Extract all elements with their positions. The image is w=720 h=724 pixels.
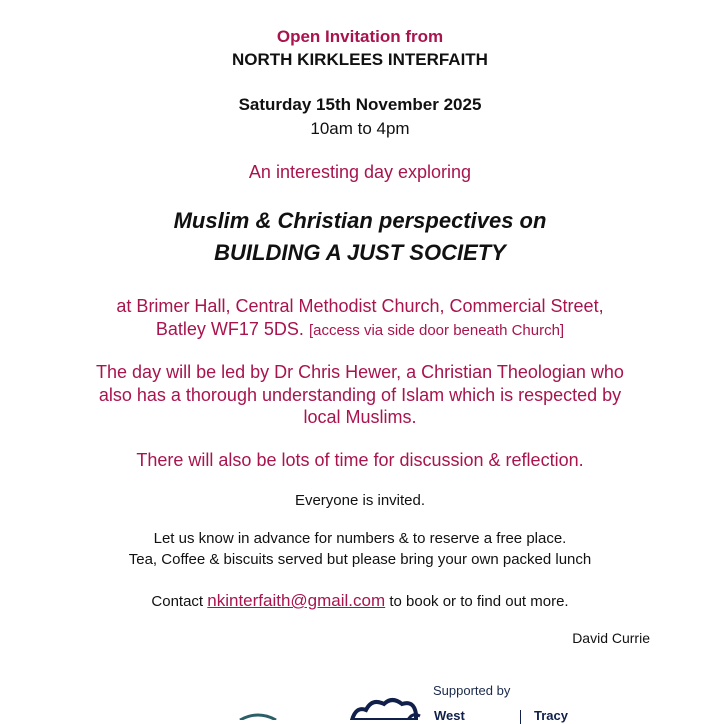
sponsor-divider [520,710,521,724]
contact-prefix: Contact [151,593,204,610]
contact-suffix: to book or to find out more. [389,593,569,610]
event-date: Saturday 15th November 2025 [238,95,482,114]
everyone-invited: Everyone is invited. [294,492,426,509]
invitation-heading [0,27,720,47]
event-title-line1: Muslim & Christian perspectives on [173,208,547,233]
event-time: 10am to 4pm [310,119,410,138]
invitation-text: Open Invitation from [276,27,444,46]
venue-line2 [0,319,720,340]
sponsor-logo-left-icon [0,680,720,720]
event-title-line2: BUILDING A JUST SOCIETY [214,240,506,265]
supported-by-label: Supported by [433,683,511,698]
booking-line2: Tea, Coffee & biscuits served but please bring your own packed lunch [128,551,592,568]
booking-line1: Let us know in advance for numbers & to reserve a free place. [153,530,567,547]
discussion-note: There will also be lots of time for discussion & reflection. [136,450,584,470]
sponsor-tracy-label: Tracy [534,708,568,723]
leader-line3: local Muslims. [303,407,417,427]
contact-email-link[interactable]: nkinterfaith@gmail.com [207,591,386,610]
organisation-name: NORTH KIRKLEES INTERFAITH [232,50,488,69]
leader-line2: also has a thorough understanding of Islam which is respected by [98,385,622,405]
contact-line [0,591,720,611]
venue-address: Batley WF17 5DS. [155,319,304,339]
venue-line1: at Brimer Hall, Central Methodist Church, Commercial Street, [116,296,604,316]
sponsor-west-label: West [434,708,465,723]
event-intro: An interesting day exploring [248,162,472,182]
leader-line1: The day will be led by Dr Chris Hewer, a Christian Theologian who [96,362,624,382]
sponsor-logos [0,680,720,723]
signature: David Currie [572,630,650,646]
venue-access-note: [access via side door beneath Church] [308,322,565,339]
